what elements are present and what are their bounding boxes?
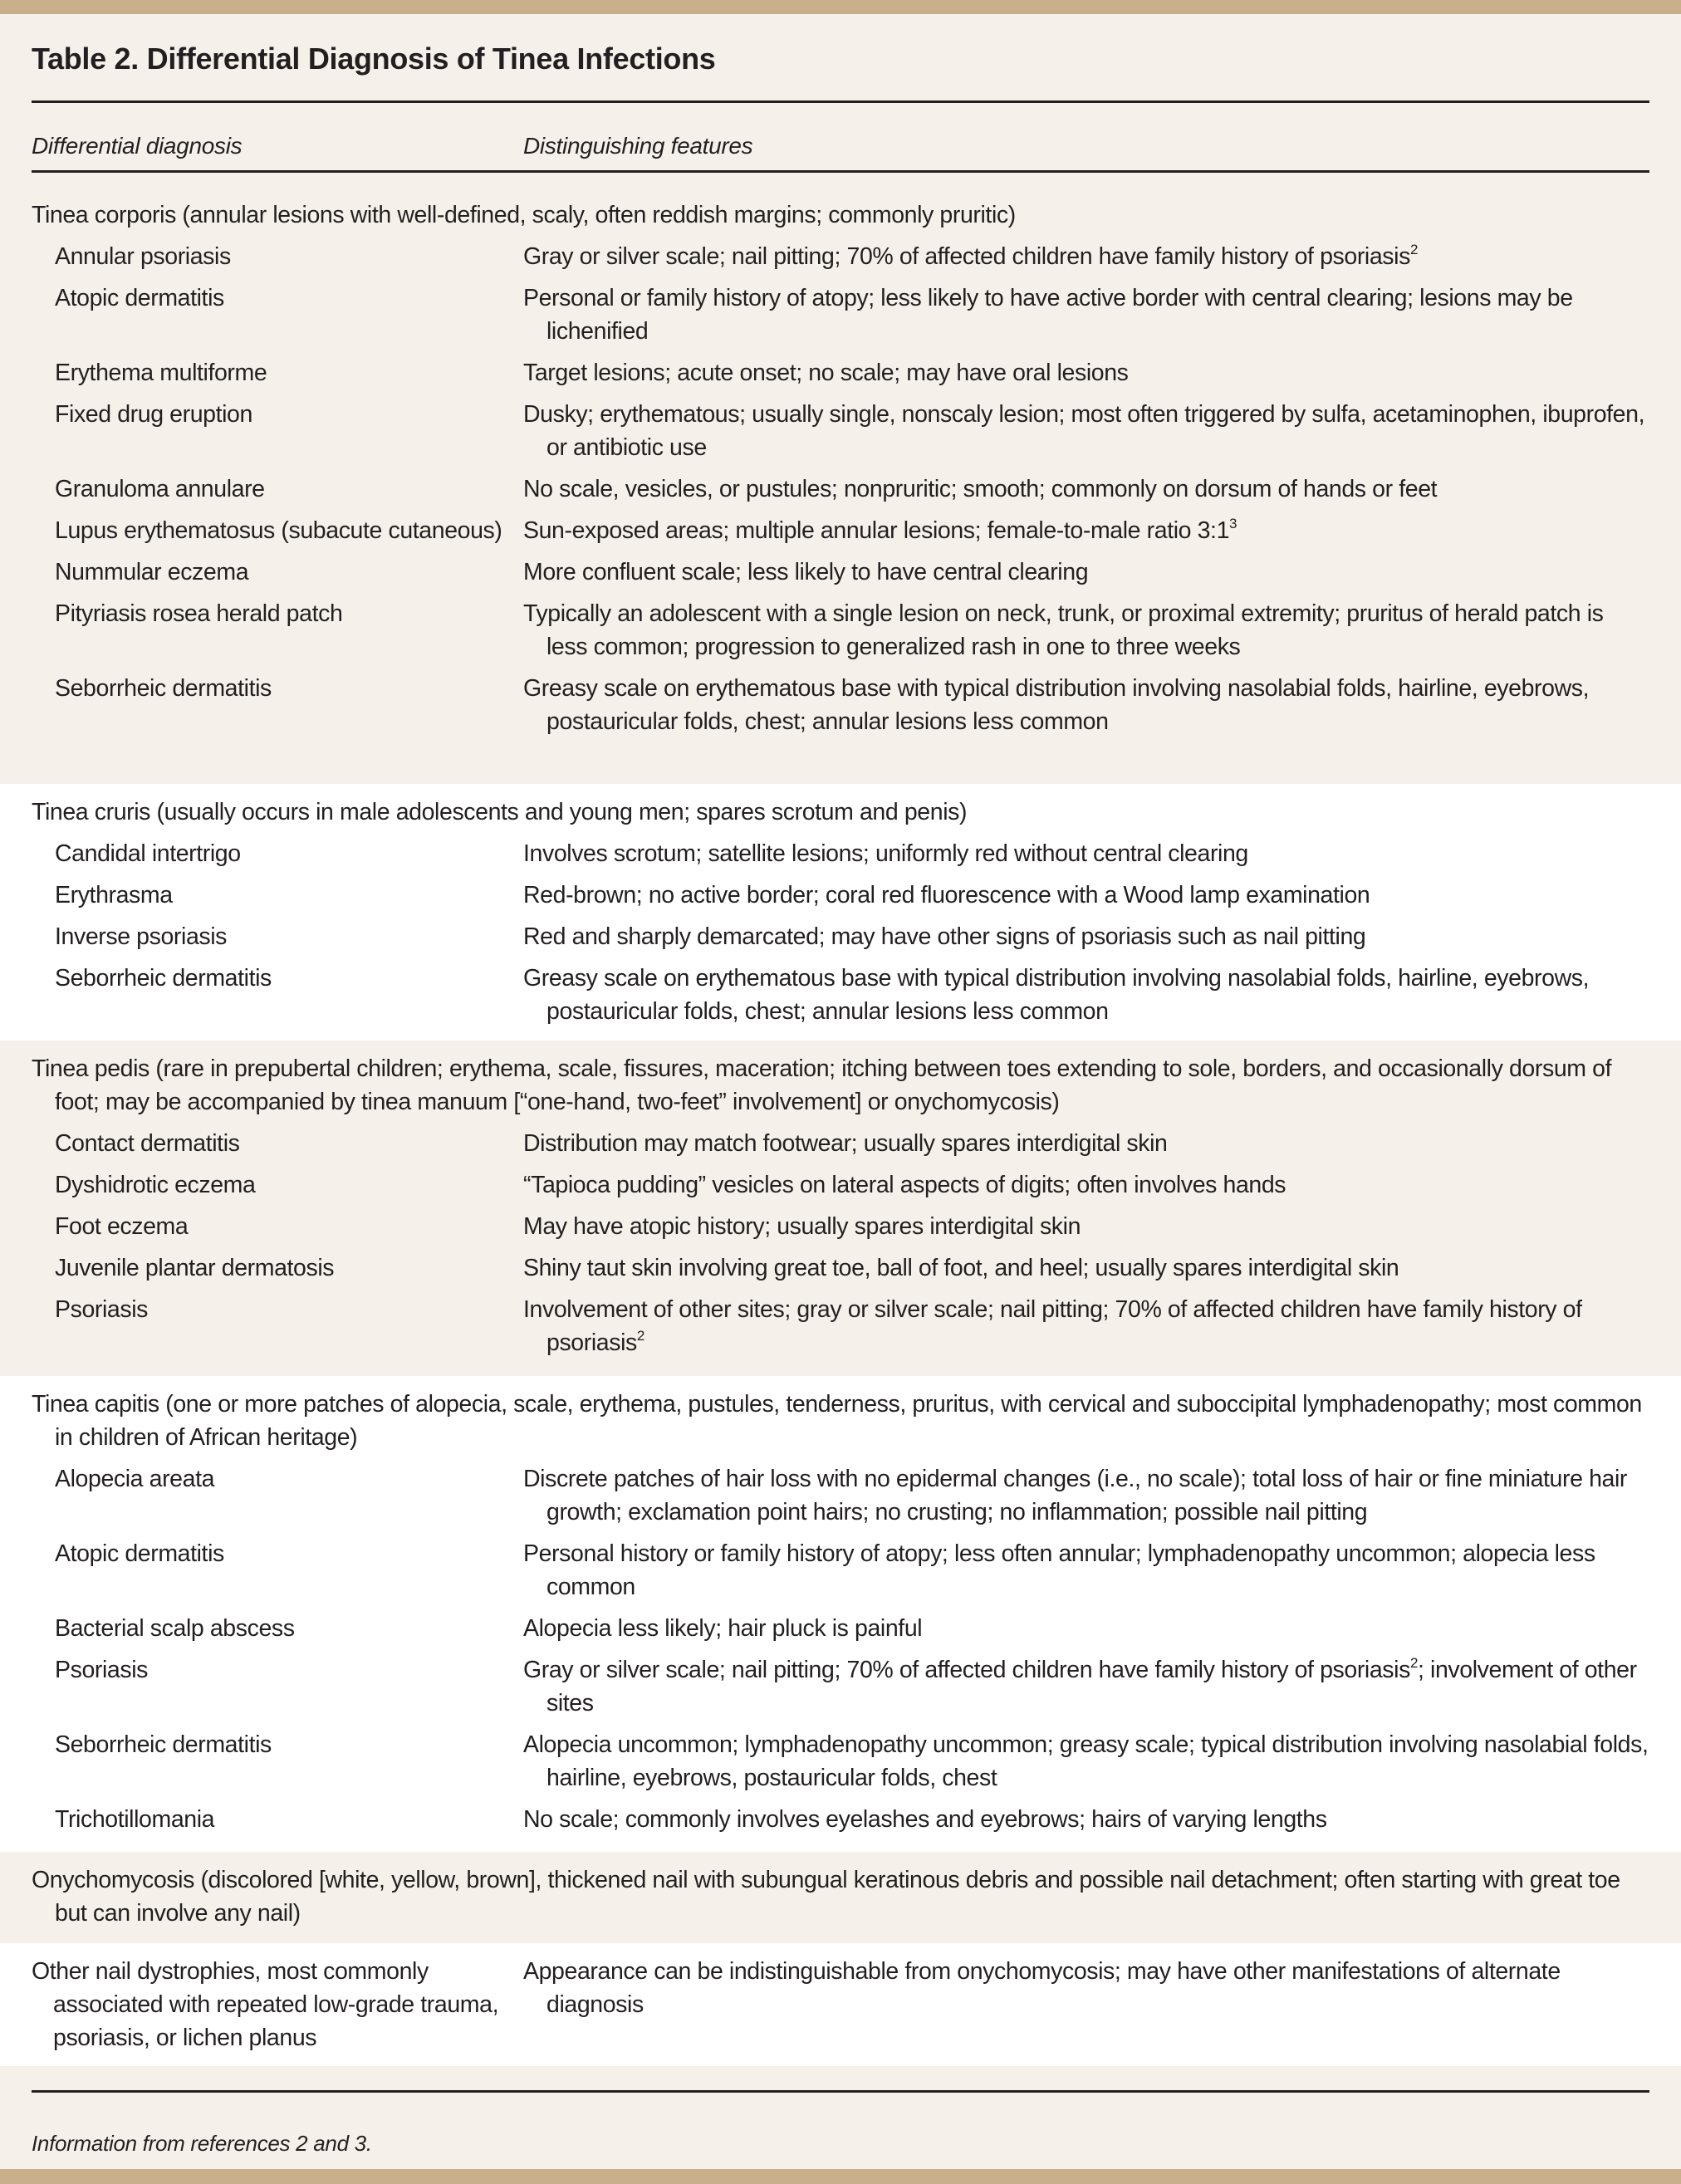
- diagnosis-cell: Lupus erythematosus (subacute cutaneous): [55, 517, 502, 544]
- table-row: [32, 473, 1649, 506]
- features-cell: [523, 240, 1649, 273]
- features-text: Sun-exposed areas; multiple annular lesions; female-to-male ratio 3:1: [523, 517, 1230, 544]
- features-cell: Dusky; erythematous; usually single, nonscaly lesion; most often triggered by sulfa, acetaminophen, ibuprofen, or antibiotic use: [523, 401, 1645, 461]
- table-row: [32, 556, 1649, 589]
- section-tinea-pedis: [0, 1041, 1681, 1376]
- section-body: [0, 1041, 1681, 1379]
- table-row: [32, 1653, 1649, 1720]
- diagnosis-cell: Inverse psoriasis: [55, 923, 228, 950]
- section-body: [0, 1376, 1681, 1856]
- table-row: [32, 1728, 1649, 1795]
- diagnosis-cell: Annular psoriasis: [55, 243, 231, 270]
- diagnosis-cell: Atopic dermatitis: [55, 285, 224, 311]
- table-row: [32, 1293, 1649, 1359]
- diagnosis-cell: Foot eczema: [55, 1213, 189, 1240]
- table-row: [32, 1168, 1649, 1202]
- diagnosis-cell: Erythema multiforme: [55, 360, 267, 386]
- features-cell: [523, 514, 1649, 547]
- features-cell: No scale, vesicles, or pustules; nonpruritic; smooth; commonly on dorsum of hands or feet: [523, 476, 1438, 502]
- diagnosis-cell: Juvenile plantar dermatosis: [55, 1255, 335, 1281]
- table-row: [32, 1955, 1649, 2054]
- features-cell: Target lesions; acute onset; no scale; may have oral lesions: [523, 360, 1129, 386]
- features-cell: “Tapioca pudding” vesicles on lateral aspects of digits; often involves hands: [523, 1172, 1286, 1198]
- section-tinea-corporis: [0, 187, 1681, 784]
- section-heading: Onychomycosis (discolored [white, yellow, brown], thickened nail with subungual keratinous debris and possible nail detachment; often starting with great toe but can involve any nail): [32, 1867, 1620, 1927]
- diagnosis-cell: Psoriasis: [55, 1296, 149, 1323]
- section-tinea-cruris: [0, 784, 1681, 1041]
- features-cell: Greasy scale on erythematous base with typical distribution involving nasolabial folds, hairline, eyebrows, postauricular folds, chest; annular lesions less common: [523, 965, 1590, 1025]
- table-row: [32, 837, 1649, 870]
- features-text: Gray or silver scale; nail pitting; 70% of affected children have family history of psoriasis: [523, 1657, 1410, 1683]
- features-cell: Shiny taut skin involving great toe, ball of foot, and heel; usually spares interdigital skin: [523, 1255, 1399, 1281]
- features-cell: Typically an adolescent with a single lesion on neck, trunk, or proximal extremity; pruritus of herald patch is less common; progression to generalized rash in one to three weeks: [523, 600, 1604, 660]
- section-body: [0, 187, 1681, 758]
- section-heading: Tinea corporis (annular lesions with well-defined, scaly, often reddish margins; commonly pruritic): [32, 202, 1016, 228]
- features-text-continued: ; involvement of other sites: [546, 1657, 1637, 1716]
- table-row: [32, 597, 1649, 664]
- features-cell: Involves scrotum; satellite lesions; uniformly red without central clearing: [523, 840, 1248, 867]
- features-cell: Alopecia less likely; hair pluck is painful: [523, 1615, 923, 1642]
- features-text: Gray or silver scale; nail pitting; 70% of affected children have family history of psoriasis: [523, 243, 1410, 270]
- features-cell: Red and sharply demarcated; may have other signs of psoriasis such as nail pitting: [523, 923, 1366, 950]
- table-row: [32, 356, 1649, 389]
- diagnosis-cell: Nummular eczema: [55, 559, 249, 585]
- table-footnote: Information from references 2 and 3.: [32, 2131, 372, 2156]
- table-row: [32, 240, 1649, 273]
- section-heading: Tinea capitis (one or more patches of alopecia, scale, erythema, pustules, tenderness, pruritus, with cervical and suboccipital lymphadenopathy; most common in children of African heritage): [32, 1391, 1642, 1451]
- features-cell: Greasy scale on erythematous base with typical distribution involving nasolabial folds, hairline, eyebrows, postauricular folds, chest; annular lesions less common: [523, 675, 1590, 735]
- section-other-nail-dystrophies: [0, 1943, 1681, 2066]
- top-decorative-bar: [0, 0, 1681, 14]
- table-row: [32, 672, 1649, 738]
- features-cell: [523, 1293, 1649, 1359]
- diagnosis-cell: Psoriasis: [55, 1657, 149, 1683]
- diagnosis-cell: Pityriasis rosea herald patch: [55, 600, 343, 627]
- section-body: [0, 784, 1681, 1048]
- diagnosis-cell: Other nail dystrophies, most commonly associated with repeated low-grade trauma, psoriasis, or lichen planus: [32, 1958, 499, 2051]
- section-body: [0, 1852, 1681, 1950]
- section-tinea-capitis: [0, 1376, 1681, 1852]
- header-rule: [32, 170, 1649, 173]
- reference-superscript: 2: [636, 1328, 644, 1344]
- diagnosis-cell: Candidal intertrigo: [55, 840, 241, 867]
- reference-superscript: 2: [1409, 1655, 1419, 1671]
- features-text: Involvement of other sites; gray or silver scale; nail pitting; 70% of affected children have family history of psoriasis: [523, 1296, 1582, 1356]
- table-row: [32, 514, 1649, 547]
- column-header-diagnosis: Differential diagnosis: [32, 133, 243, 159]
- table-title: Table 2. Differential Diagnosis of Tinea Infections: [32, 42, 716, 76]
- title-rule: [32, 100, 1649, 103]
- features-cell: No scale; commonly involves eyelashes and eyebrows; hairs of varying lengths: [523, 1806, 1327, 1833]
- diagnosis-cell: Atopic dermatitis: [55, 1540, 224, 1567]
- column-header-features: Distinguishing features: [523, 133, 753, 159]
- features-cell: May have atopic history; usually spares interdigital skin: [523, 1213, 1081, 1240]
- table-row: [32, 1210, 1649, 1243]
- reference-superscript: 2: [1409, 242, 1419, 257]
- footer-rule: [32, 2090, 1649, 2093]
- diagnosis-cell: Seborrheic dermatitis: [55, 965, 272, 992]
- table-row: [32, 282, 1649, 348]
- table-row: [32, 920, 1649, 953]
- features-cell: Distribution may match footwear; usually spares interdigital skin: [523, 1130, 1168, 1157]
- features-cell: Discrete patches of hair loss with no epidermal changes (i.e., no scale); total loss of hair or fine miniature hair growth; exclamation point hairs; no crusting; no inflammation; possible nail pitting: [523, 1466, 1627, 1525]
- table-row: [32, 398, 1649, 464]
- features-cell: More confluent scale; less likely to have central clearing: [523, 559, 1089, 585]
- diagnosis-cell: Erythrasma: [55, 882, 173, 908]
- features-cell: Alopecia uncommon; lymphadenopathy uncommon; greasy scale; typical distribution involving nasolabial folds, hairline, eyebrows, postauricular folds, chest: [523, 1731, 1649, 1791]
- table-row: [32, 879, 1649, 912]
- features-cell: Appearance can be indistinguishable from onychomycosis; may have other manifestations of alternate diagnosis: [523, 1958, 1561, 2018]
- section-body: [0, 1943, 1681, 2074]
- table-row: [32, 1251, 1649, 1285]
- diagnosis-cell: Fixed drug eruption: [55, 401, 252, 428]
- table-row: [32, 1462, 1649, 1529]
- diagnosis-cell: Contact dermatitis: [55, 1130, 240, 1157]
- section-onychomycosis: [0, 1852, 1681, 1943]
- diagnosis-cell: Bacterial scalp abscess: [55, 1615, 295, 1642]
- table-row: [32, 1537, 1649, 1604]
- diagnosis-cell: Granuloma annulare: [55, 476, 265, 502]
- section-heading: Tinea cruris (usually occurs in male adolescents and young men; spares scrotum and penis): [32, 799, 968, 825]
- features-cell: Personal history or family history of atopy; less often annular; lymphadenopathy uncommon; alopecia less common: [523, 1540, 1595, 1600]
- table-row: [32, 1803, 1649, 1836]
- section-heading: Tinea pedis (rare in prepubertal children; erythema, scale, fissures, maceration; itching between toes extending to sole, borders, and occasionally dorsum of foot; may be accompanied by tinea manuum [“one-hand, two-feet” involvement] or onychomycosis): [32, 1055, 1612, 1115]
- bottom-decorative-bar: [0, 2169, 1681, 2184]
- table-row: [32, 962, 1649, 1028]
- reference-superscript: 3: [1229, 516, 1237, 531]
- diagnosis-cell: Seborrheic dermatitis: [55, 1731, 272, 1758]
- diagnosis-cell: Trichotillomania: [55, 1806, 215, 1833]
- diagnosis-cell: Seborrheic dermatitis: [55, 675, 272, 702]
- table-row: [32, 1612, 1649, 1645]
- diagnosis-cell: Alopecia areata: [55, 1466, 215, 1492]
- diagnosis-cell: Dyshidrotic eczema: [55, 1172, 256, 1198]
- features-cell: Personal or family history of atopy; less likely to have active border with central clearing; lesions may be lichenified: [523, 285, 1573, 345]
- table-row: [32, 1127, 1649, 1160]
- features-cell: [523, 1653, 1649, 1720]
- features-cell: Red-brown; no active border; coral red fluorescence with a Wood lamp examination: [523, 882, 1370, 908]
